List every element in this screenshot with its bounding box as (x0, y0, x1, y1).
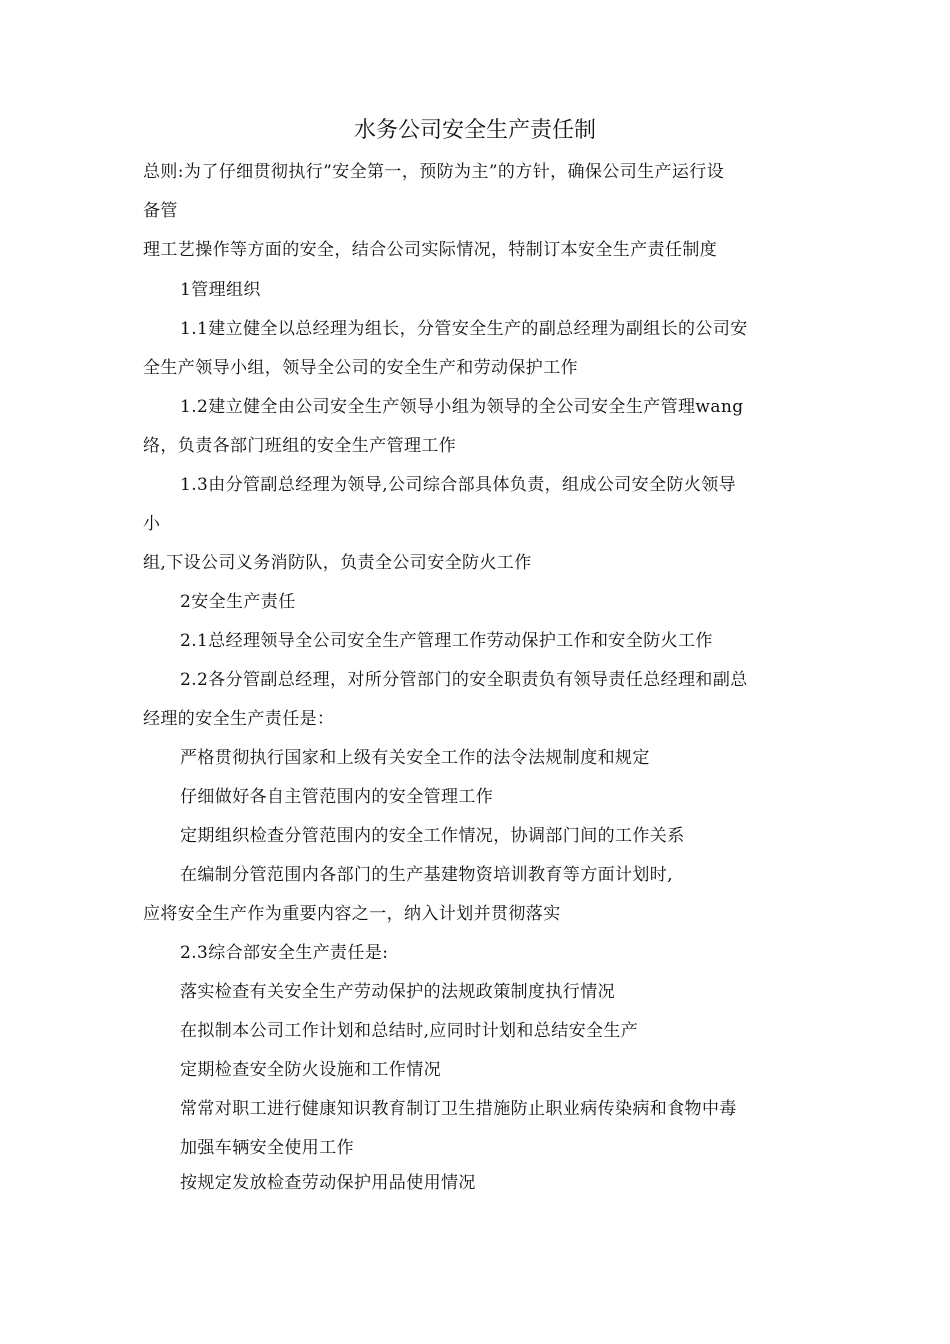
text-line: 1.2建立健全由公司安全生产领导小组为领导的全公司安全生产管理wang (180, 397, 744, 417)
text-line: 定期检查安全防火设施和工作情况 (180, 1060, 441, 1080)
text-line: 经理的安全生产责任是： (143, 709, 335, 729)
text-line: 定期组织检查分管范围内的安全工作情况，协调部门间的工作关系 (180, 826, 685, 846)
text-line: 1.1建立健全以总经理为组长，分管安全生产的副总经理为副组长的公司安 (180, 319, 748, 339)
text-line: 理工艺操作等方面的安全，结合公司实际情况，特制订本安全生产责任制度 (143, 240, 718, 260)
text-line: 落实检查有关安全生产劳动保护的法规政策制度执行情况 (180, 982, 615, 1002)
text-line: 组,下设公司义务消防队，负责全公司安全防火工作 (143, 553, 532, 573)
text-line: 络，负责各部门班组的安全生产管理工作 (143, 436, 457, 456)
section-heading: 2安全生产责任 (180, 592, 296, 612)
document-title: 水务公司安全生产责任制 (353, 118, 596, 143)
text-line: 在拟制本公司工作计划和总结时,应同时计划和总结安全生产 (180, 1021, 639, 1041)
text-line: 2.3综合部安全生产责任是: (180, 943, 389, 963)
text-line: 在编制分管范围内各部门的生产基建物资培训教育等方面计划时, (180, 865, 674, 885)
text-line: 加强车辆安全使用工作 (180, 1138, 354, 1158)
text-line: 严格贯彻执行国家和上级有关安全工作的法令法规制度和规定 (180, 748, 650, 768)
text-line: 1.3由分管副总经理为领导,公司综合部具体负责，组成公司安全防火领导 (180, 475, 737, 495)
text-line: 小 (143, 514, 161, 534)
text-line: 总则:为了仔细贯彻执行”安全第一，预防为主”的方针，确保公司生产运行设 (143, 162, 725, 182)
text-line: 常常对职工进行健康知识教育制订卫生措施防止职业病传染病和食物中毒 (180, 1099, 737, 1119)
text-line: 2.2各分管副总经理，对所分管部门的安全职责负有领导责任总经理和副总 (180, 670, 748, 690)
text-line: 仔细做好各自主管范围内的安全管理工作 (180, 787, 494, 807)
text-line: 全生产领导小组，领导全公司的安全生产和劳动保护工作 (143, 358, 578, 378)
text-line: 备管 (143, 201, 178, 221)
text-line: 按规定发放检查劳动保护用品使用情况 (180, 1173, 476, 1193)
text-line: 应将安全生产作为重要内容之一，纳入计划并贯彻落实 (143, 904, 561, 924)
section-heading: 1管理组织 (180, 280, 261, 300)
text-line: 2.1总经理领导全公司安全生产管理工作劳动保护工作和安全防火工作 (180, 631, 713, 651)
